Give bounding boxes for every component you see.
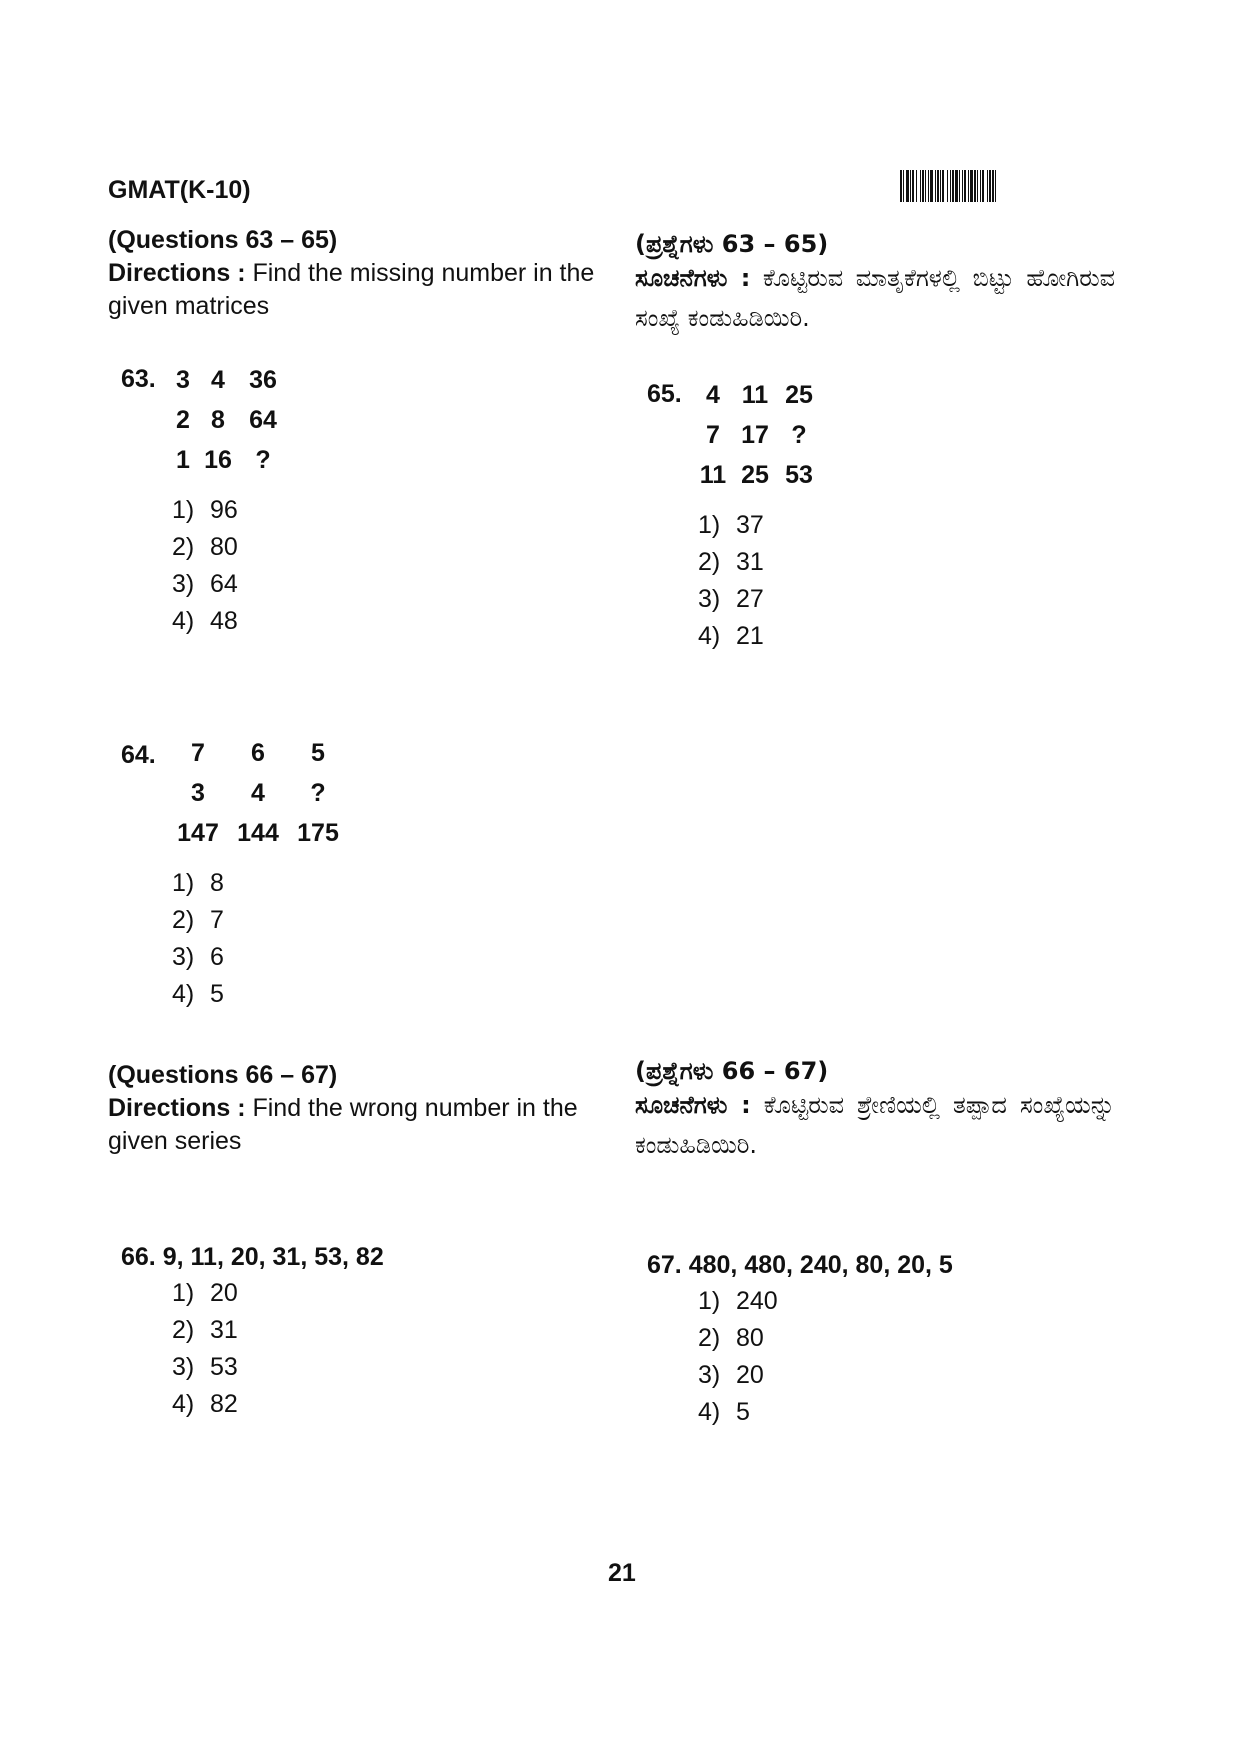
matrix-cell: 3 [191,778,205,807]
section-title-63-65: (Questions 63 – 65) [108,226,338,254]
option-3[interactable]: 3) 20 [698,1361,764,1389]
question-65-matrix [693,375,821,495]
paper-code: GMAT(K-10) [108,176,251,204]
question-66-stem [121,1243,384,1272]
barcode-image [900,170,1110,202]
directions-63-65 [108,257,608,323]
matrix-cell: 5 [311,738,325,767]
question-67-number: 67. [647,1251,682,1279]
question-64-options [172,865,224,1013]
matrix-cell: 36 [249,365,277,394]
option-1[interactable]: 1) 240 [698,1287,778,1315]
matrix-cell: 11 [741,380,769,409]
section-title-66-67: (Questions 66 – 67) [108,1061,338,1089]
option-4[interactable]: 4) 5 [698,1398,750,1426]
option-2[interactable]: 2) 80 [698,1324,764,1352]
matrix-cell: 25 [785,380,813,409]
option-1[interactable]: 1) 37 [698,511,764,539]
question-64-matrix [168,733,348,853]
option-2[interactable]: 2) 31 [172,1316,238,1344]
matrix-cell: 3 [176,365,190,394]
kn-directions-text: ಕೊಟ್ಟಿರುವ ಮಾತೃಕೆಗಳಲ್ಲಿ ಬಿಟ್ಟು ಹೋಗಿರುವ ಸಂಖ್ಯೆ ಕಂಡುಹಿಡಿಯಿರಿ. [635,264,1115,332]
matrix-cell: ? [791,420,807,449]
directions-text: Find the missing number in the given matrices [108,259,595,320]
option-3[interactable]: 3) 27 [698,585,764,613]
matrix-cell: 175 [297,818,339,847]
matrix-cell: 17 [741,420,769,449]
matrix-cell: 11 [699,460,727,489]
option-2[interactable]: 2) 80 [172,533,238,561]
question-66-number: 66. [121,1243,156,1271]
question-63-matrix [168,360,288,480]
matrix-cell: 2 [176,405,190,434]
question-66-options [172,1275,238,1423]
matrix-cell: 7 [706,420,720,449]
matrix-cell: 8 [211,405,225,434]
kn-directions-label: ಸೂಚನೆಗಳು : [635,1091,751,1119]
matrix-cell: 6 [251,738,265,767]
question-66-series: 9, 11, 20, 31, 53, 82 [162,1243,384,1271]
directions-label: Directions : [108,1094,246,1122]
question-64-number: 64. [121,741,156,769]
option-2[interactable]: 2) 31 [698,548,764,576]
directions-label: Directions : [108,259,246,287]
option-1[interactable]: 1) 8 [172,869,224,897]
barcode-bar [996,170,998,202]
matrix-cell: 16 [204,445,232,474]
matrix-cell: 4 [211,365,225,394]
option-4[interactable]: 4) 82 [172,1390,238,1418]
matrix-cell: 144 [237,818,279,847]
kn-directions-63-65 [635,258,1115,338]
option-3[interactable]: 3) 64 [172,570,238,598]
question-65-number: 65. [647,380,682,408]
kn-section-title-63-65: (ಪ್ರಶ್ನೆಗಳು 63 – 65) [635,230,829,258]
question-65-options [698,507,764,655]
matrix-cell: 64 [249,405,277,434]
directions-text: Find the wrong number in the given series [108,1094,578,1155]
kn-directions-label: ಸೂಚನೆಗಳು : [635,264,751,292]
matrix-cell: 4 [251,778,265,807]
kn-directions-66-67 [635,1085,1115,1165]
option-4[interactable]: 4) 5 [172,980,224,1008]
matrix-cell: 147 [177,818,219,847]
question-67-options [698,1283,778,1431]
matrix-cell: 4 [706,380,720,409]
matrix-cell: ? [255,445,271,474]
matrix-cell: 7 [191,738,205,767]
kn-section-title-66-67: (ಪ್ರಶ್ನೆಗಳು 66 – 67) [635,1057,829,1085]
option-4[interactable]: 4) 48 [172,607,238,635]
option-3[interactable]: 3) 53 [172,1353,238,1381]
matrix-cell: 25 [741,460,769,489]
question-63-number: 63. [121,365,156,393]
directions-66-67 [108,1092,608,1158]
matrix-cell: 53 [785,460,813,489]
option-1[interactable]: 1) 20 [172,1279,238,1307]
question-67-stem [647,1251,953,1280]
question-67-series: 480, 480, 240, 80, 20, 5 [688,1251,953,1279]
option-3[interactable]: 3) 6 [172,943,224,971]
question-63-options [172,492,238,640]
matrix-cell: 1 [176,445,190,474]
option-2[interactable]: 2) 7 [172,906,224,934]
kn-directions-text: ಕೊಟ್ಟಿರುವ ಶ್ರೇಣಿಯಲ್ಲಿ ತಪ್ಪಾದ ಸಂಖ್ಯೆಯನ್ನು ಕಂಡುಹಿಡಿಯಿರಿ. [635,1091,1115,1159]
page-number: 21 [608,1559,636,1587]
option-4[interactable]: 4) 21 [698,622,764,650]
option-1[interactable]: 1) 96 [172,496,238,524]
matrix-cell: ? [310,778,326,807]
